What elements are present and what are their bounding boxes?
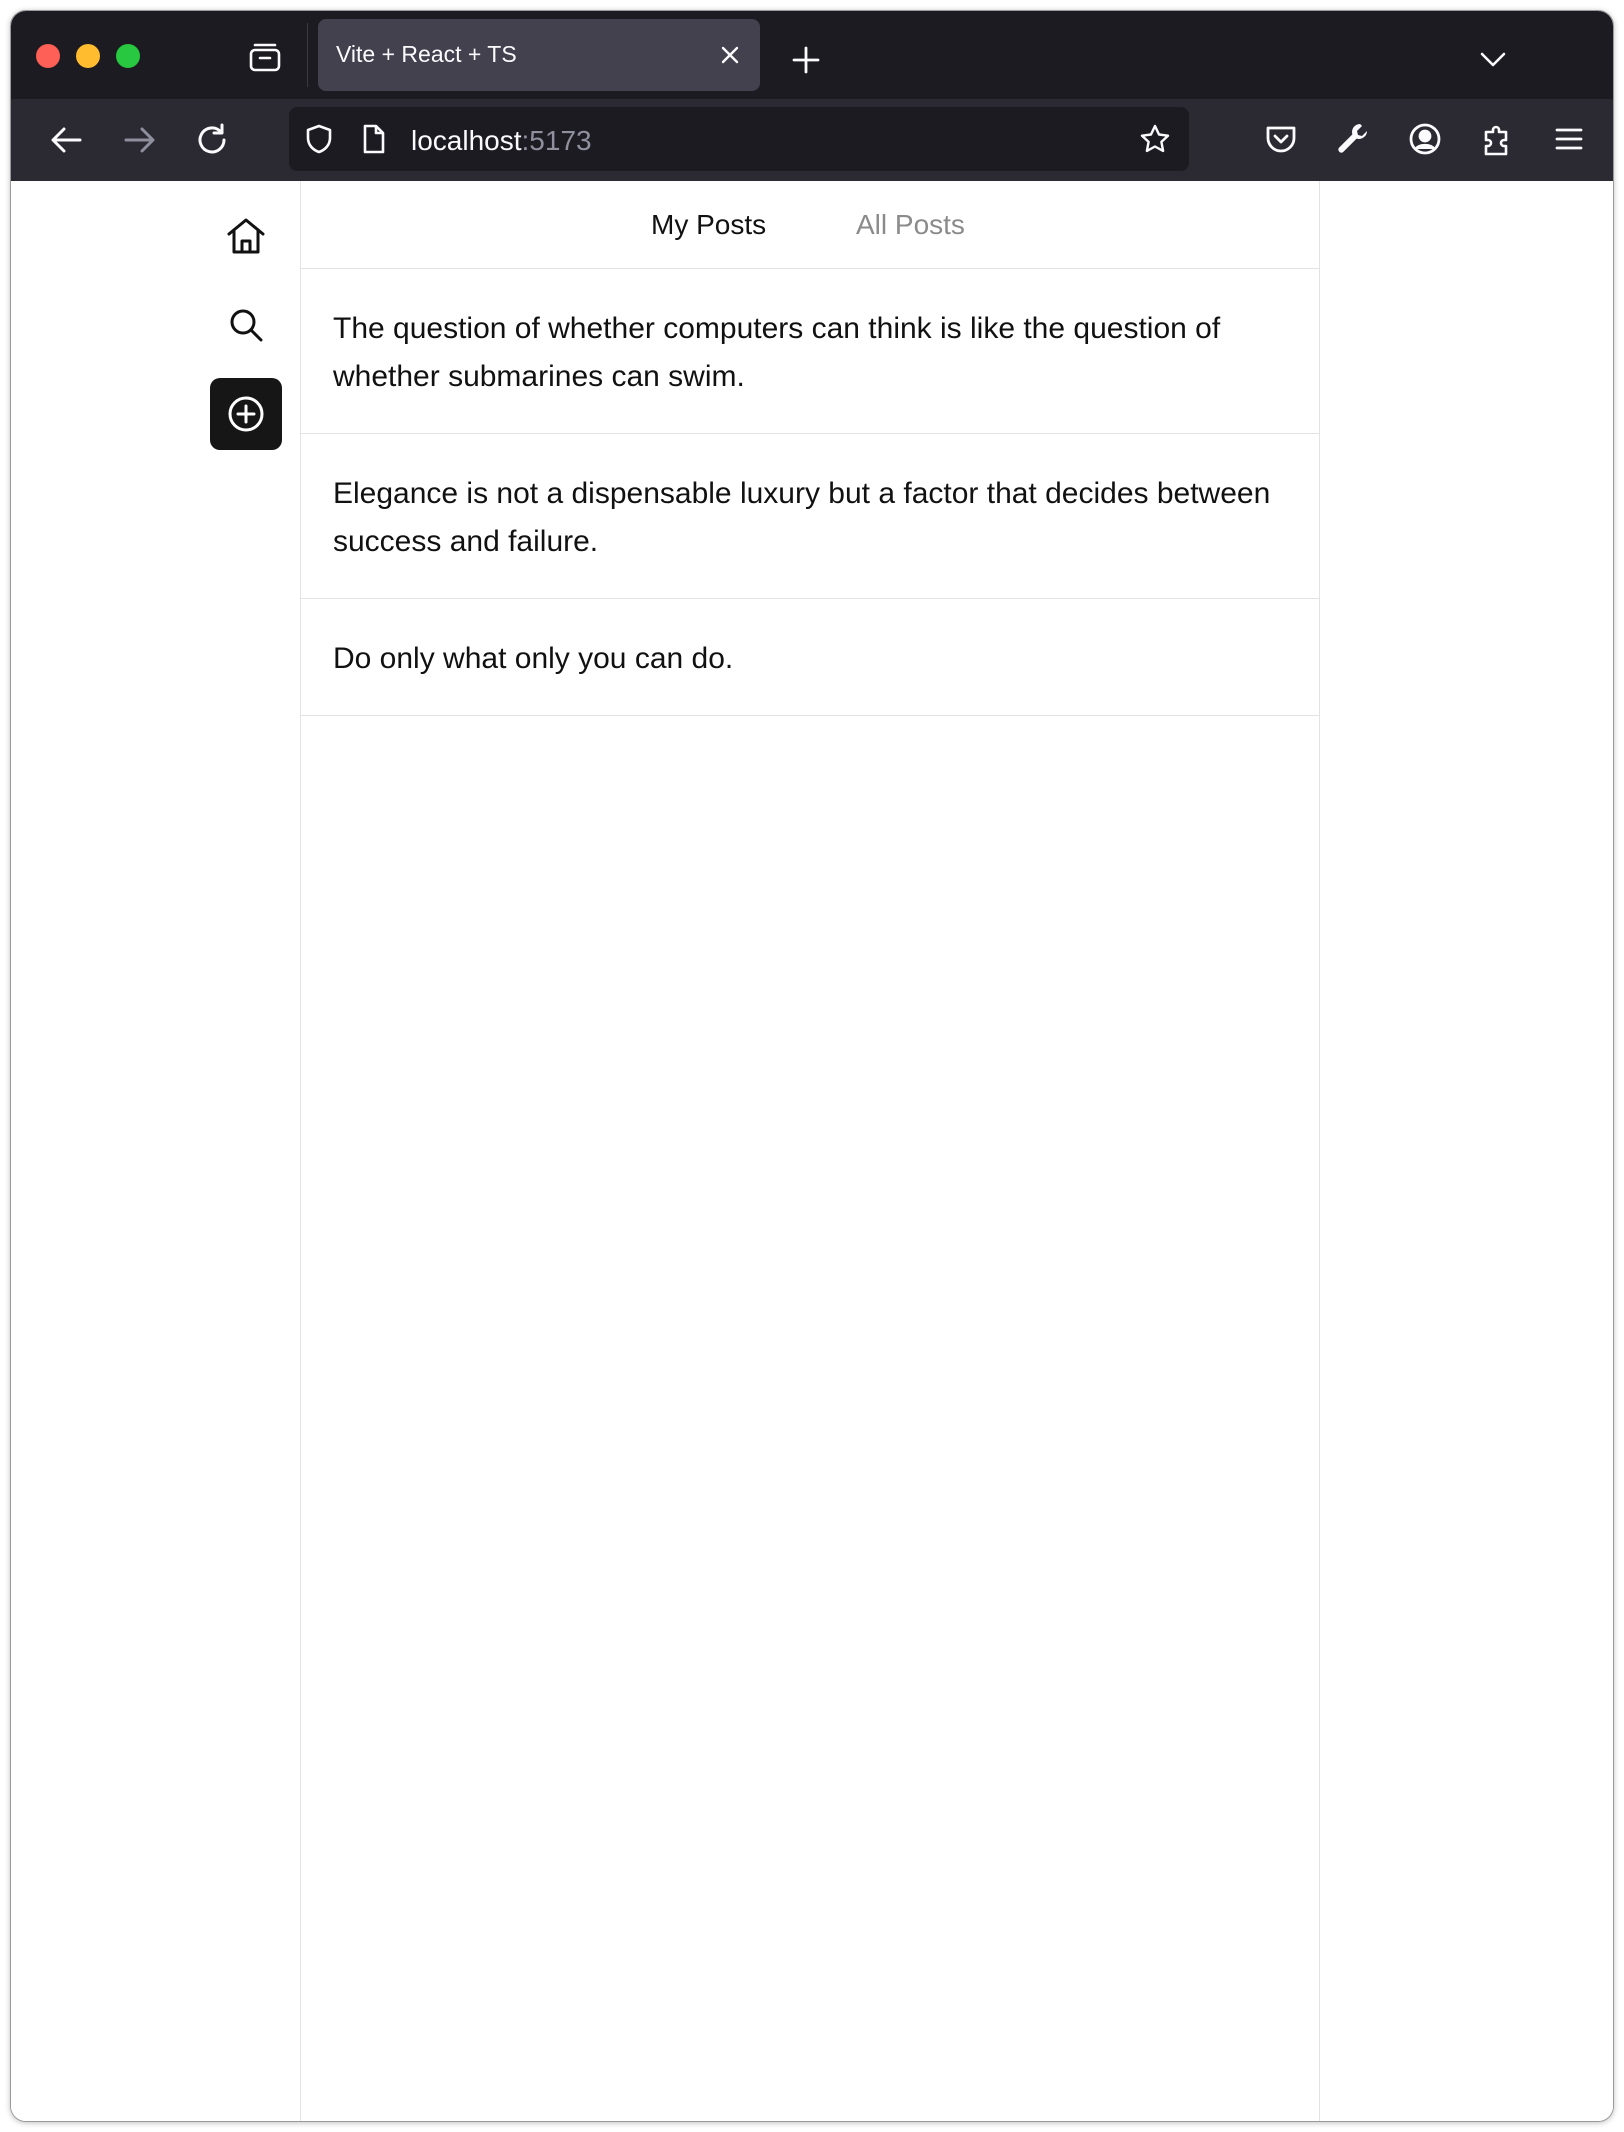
reload-icon[interactable] [192, 120, 232, 160]
tab-title: Vite + React + TS [336, 41, 517, 67]
navigation-toolbar [11, 99, 1613, 181]
url-host: localhost [411, 125, 522, 156]
close-tab-icon[interactable] [718, 43, 742, 67]
post-text: The question of whether computers can think is like the question of whether submarines can swim. [333, 312, 1221, 393]
wrench-icon[interactable] [1333, 119, 1373, 159]
url-port: :5173 [521, 125, 592, 156]
home-button[interactable] [210, 200, 282, 272]
tab-strip [11, 11, 1613, 99]
tab-my-posts[interactable]: My Posts [651, 209, 767, 240]
plus-circle-icon [226, 394, 266, 434]
post-feed [300, 181, 1320, 2121]
post-item[interactable] [301, 599, 1319, 716]
forward-arrow-icon[interactable] [119, 120, 159, 160]
back-arrow-icon[interactable] [47, 120, 87, 160]
minimize-window-button[interactable] [76, 44, 100, 68]
browser-window [10, 10, 1614, 2122]
chevron-down-icon[interactable] [1479, 49, 1507, 69]
home-icon [224, 214, 268, 258]
menu-icon[interactable] [1549, 119, 1589, 159]
page-icon[interactable] [357, 123, 389, 155]
url-bar[interactable] [289, 107, 1189, 171]
zoom-window-button[interactable] [116, 44, 140, 68]
close-window-button[interactable] [36, 44, 60, 68]
new-tab-icon[interactable] [791, 45, 821, 75]
post-text: Elegance is not a dispensable luxury but a factor that decides between success and failure. [333, 477, 1271, 558]
post-item[interactable] [301, 269, 1319, 434]
tab-all-posts[interactable]: All Posts [856, 209, 965, 240]
extensions-icon[interactable] [1477, 119, 1517, 159]
active-tab[interactable] [318, 19, 760, 91]
star-icon[interactable] [1139, 123, 1171, 155]
post-text: Do only what only you can do. [333, 642, 734, 675]
tab-manager-icon[interactable] [247, 39, 283, 75]
shield-icon[interactable] [303, 123, 335, 155]
create-post-button[interactable] [210, 378, 282, 450]
url-text[interactable] [411, 125, 592, 157]
search-button[interactable] [210, 289, 282, 361]
feed-tabs [301, 181, 1319, 269]
search-icon [227, 306, 265, 344]
post-item[interactable] [301, 434, 1319, 599]
account-icon[interactable] [1405, 119, 1445, 159]
page-content [11, 181, 1613, 2121]
pocket-icon[interactable] [1261, 119, 1301, 159]
tab-divider [307, 23, 308, 87]
